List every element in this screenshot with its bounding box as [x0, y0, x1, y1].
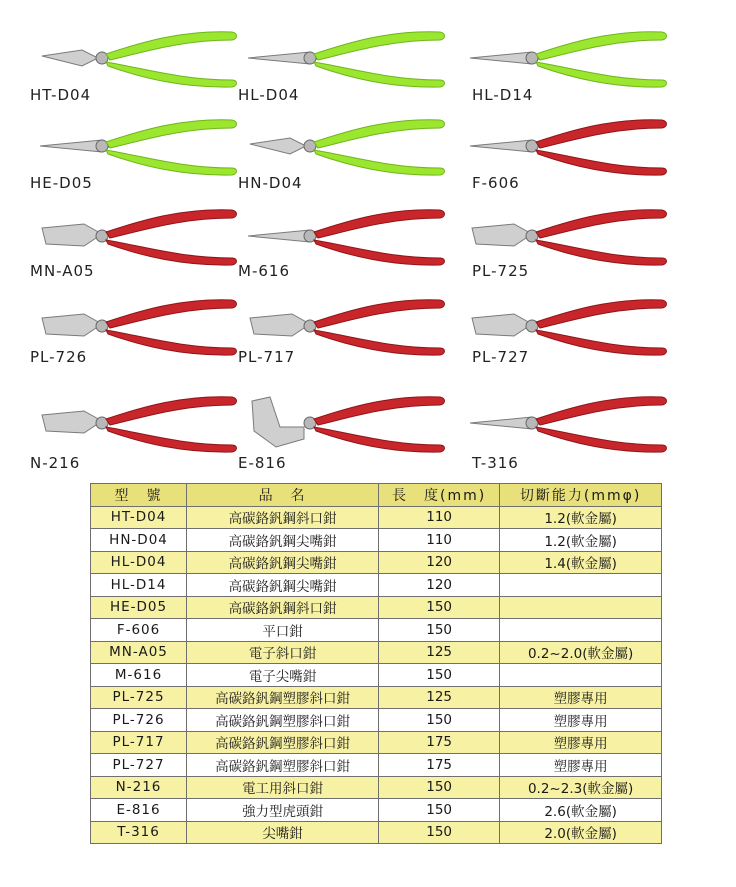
length-cell: 120: [379, 574, 500, 597]
capacity-cell: [500, 574, 662, 597]
capacity-cell: 塑膠專用: [500, 686, 662, 709]
table-row: [91, 664, 662, 687]
model-cell: PL-726: [91, 709, 187, 732]
table-row: [91, 574, 662, 597]
name-cell: 高碳鉻釩鋼尖嘴鉗: [187, 551, 379, 574]
length-cell: 175: [379, 731, 500, 754]
name-cell: 電工用斜口鉗: [187, 776, 379, 799]
table-row: [91, 619, 662, 642]
product-photo-grid: [28, 22, 708, 477]
model-cell: F-606: [91, 619, 187, 642]
table-row: [91, 821, 662, 844]
model-cell: HE-D05: [91, 596, 187, 619]
name-cell: 高碳鉻釩鋼塑膠斜口鉗: [187, 709, 379, 732]
pliers-photo: [240, 22, 450, 92]
product-model-label: N-216: [30, 454, 81, 472]
product-model-label: F-606: [472, 174, 520, 192]
table-row: [91, 709, 662, 732]
product-model-label: PL-725: [472, 262, 530, 280]
capacity-cell: 塑膠專用: [500, 754, 662, 777]
capacity-cell: 塑膠專用: [500, 709, 662, 732]
length-cell: 150: [379, 596, 500, 619]
spec-table: [90, 483, 662, 844]
length-cell: 150: [379, 776, 500, 799]
length-cell: 150: [379, 821, 500, 844]
table-row: [91, 754, 662, 777]
pliers-photo: [240, 200, 450, 270]
product-model-label: HN-D04: [238, 174, 303, 192]
pliers-photo: [240, 110, 450, 180]
length-cell: 150: [379, 664, 500, 687]
capacity-cell: [500, 596, 662, 619]
model-cell: E-816: [91, 799, 187, 822]
product-model-label: E-816: [238, 454, 287, 472]
table-row: [91, 506, 662, 529]
table-row: [91, 596, 662, 619]
table-header-row: [91, 484, 662, 507]
model-cell: HT-D04: [91, 506, 187, 529]
product-model-label: HT-D04: [30, 86, 92, 104]
capacity-cell: [500, 664, 662, 687]
model-cell: HL-D04: [91, 551, 187, 574]
col-header-name: 品 名: [187, 484, 379, 507]
model-cell: T-316: [91, 821, 187, 844]
product-model-label: T-316: [472, 454, 519, 472]
product-model-label: PL-726: [30, 348, 88, 366]
model-cell: MN-A05: [91, 641, 187, 664]
length-cell: 150: [379, 709, 500, 732]
length-cell: 125: [379, 686, 500, 709]
capacity-cell: [500, 619, 662, 642]
pliers-photo: [32, 387, 242, 457]
model-cell: PL-727: [91, 754, 187, 777]
product-model-label: HL-D14: [472, 86, 534, 104]
capacity-cell: 0.2~2.3(軟金屬): [500, 776, 662, 799]
product-model-label: M-616: [238, 262, 290, 280]
table-row: [91, 551, 662, 574]
pliers-photo: [240, 387, 450, 457]
name-cell: 高碳鉻釩鋼塑膠斜口鉗: [187, 731, 379, 754]
product-model-label: HL-D04: [238, 86, 300, 104]
col-header-length: 長 度(mm): [379, 484, 500, 507]
length-cell: 110: [379, 529, 500, 552]
pliers-photo: [462, 387, 672, 457]
name-cell: 強力型虎頭鉗: [187, 799, 379, 822]
table-row: [91, 799, 662, 822]
pliers-photo: [32, 22, 242, 92]
table-row: [91, 641, 662, 664]
name-cell: 高碳鉻釩鋼尖嘴鉗: [187, 574, 379, 597]
model-cell: N-216: [91, 776, 187, 799]
length-cell: 120: [379, 551, 500, 574]
capacity-cell: 1.4(軟金屬): [500, 551, 662, 574]
length-cell: 150: [379, 619, 500, 642]
table-row: [91, 776, 662, 799]
product-model-label: PL-717: [238, 348, 296, 366]
capacity-cell: 1.2(軟金屬): [500, 506, 662, 529]
length-cell: 150: [379, 799, 500, 822]
name-cell: 高碳鉻釩鋼塑膠斜口鉗: [187, 686, 379, 709]
pliers-photo: [32, 200, 242, 270]
capacity-cell: 0.2~2.0(軟金屬): [500, 641, 662, 664]
name-cell: 尖嘴鉗: [187, 821, 379, 844]
capacity-cell: 1.2(軟金屬): [500, 529, 662, 552]
length-cell: 175: [379, 754, 500, 777]
table-row: [91, 529, 662, 552]
capacity-cell: 2.0(軟金屬): [500, 821, 662, 844]
col-header-model: 型 號: [91, 484, 187, 507]
model-cell: HL-D14: [91, 574, 187, 597]
product-model-label: MN-A05: [30, 262, 95, 280]
length-cell: 125: [379, 641, 500, 664]
pliers-photo: [32, 110, 242, 180]
product-model-label: PL-727: [472, 348, 530, 366]
pliers-photo: [462, 200, 672, 270]
table-row: [91, 731, 662, 754]
name-cell: 電子尖嘴鉗: [187, 664, 379, 687]
name-cell: 高碳鉻釩鋼塑膠斜口鉗: [187, 754, 379, 777]
capacity-cell: 2.6(軟金屬): [500, 799, 662, 822]
name-cell: 電子斜口鉗: [187, 641, 379, 664]
name-cell: 高碳鉻釩鋼尖嘴鉗: [187, 529, 379, 552]
pliers-photo: [462, 110, 672, 180]
model-cell: HN-D04: [91, 529, 187, 552]
name-cell: 高碳鉻釩鋼斜口鉗: [187, 596, 379, 619]
name-cell: 平口鉗: [187, 619, 379, 642]
col-header-capacity: 切斷能力(mmφ): [500, 484, 662, 507]
length-cell: 110: [379, 506, 500, 529]
capacity-cell: 塑膠專用: [500, 731, 662, 754]
product-model-label: HE-D05: [30, 174, 93, 192]
table-row: [91, 686, 662, 709]
model-cell: PL-725: [91, 686, 187, 709]
name-cell: 高碳鉻釩鋼斜口鉗: [187, 506, 379, 529]
model-cell: PL-717: [91, 731, 187, 754]
pliers-photo: [462, 22, 672, 92]
model-cell: M-616: [91, 664, 187, 687]
